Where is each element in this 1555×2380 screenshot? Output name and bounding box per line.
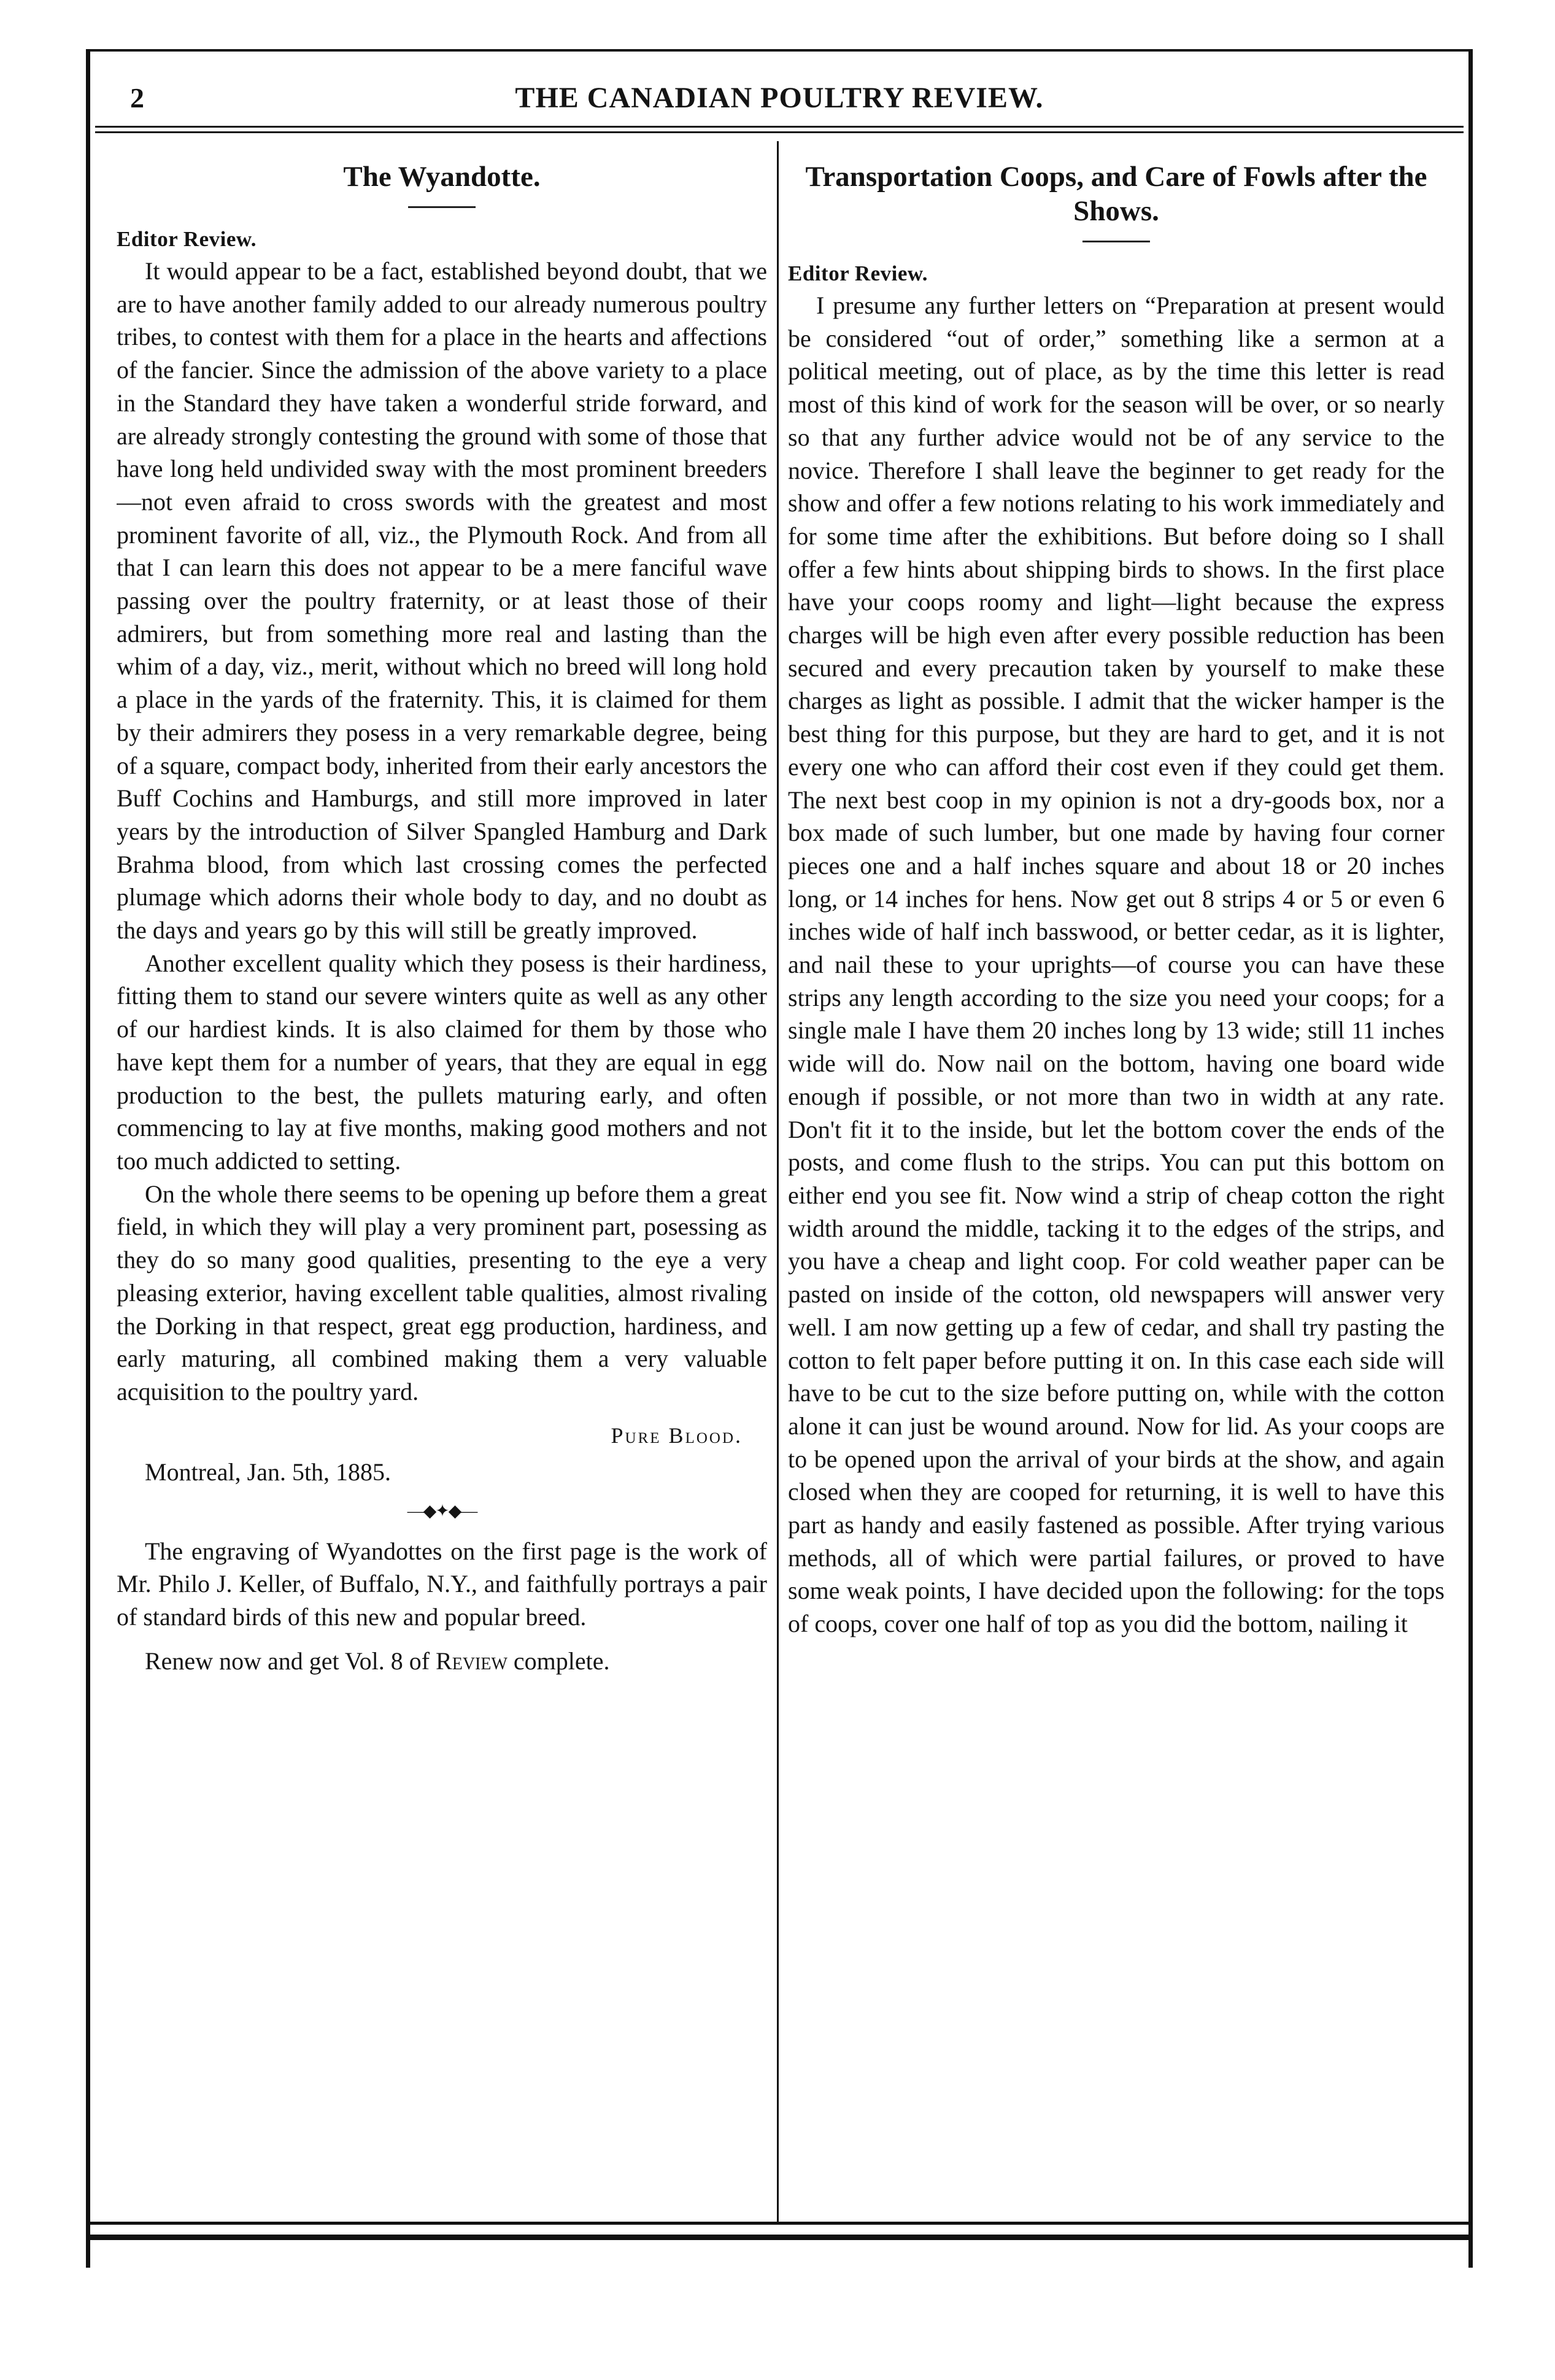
renew-text-end: complete. xyxy=(507,1647,610,1675)
column-divider xyxy=(777,141,779,2222)
header-rule-top xyxy=(95,126,1464,128)
title-rule xyxy=(1082,241,1150,242)
salutation: Editor Review. xyxy=(788,261,928,285)
right-column xyxy=(788,147,1445,2216)
paragraph: I presume any further letters on “Preparation at present would be considered “out of order,” something like a sermon at a political meeting, out of place, as by the time this letter is read most of this kind of work for the season will be over, or so nearly so that any further advice would not be of any service to the novice. Therefore I shall leave the beginner to get ready for the show and offer a few notions relating to his work immediately and for some time after the exhibitions. But before doing so I shall offer a few hints about shipping birds to shows. In the first place have your coops roomy and light—light because the express charges will be high even after every possible reduction has been secured and every precaution taken by yourself to make these charges as light as possible. I admit that the wicker hamper is the best thing for this purpose, but they are hard to get, and it is not every one who can afford their cost even if they could get them. The next best coop in my opinion is not a dry-goods box, nor a box made of such lumber, but one made by having four corner pieces one and a half inches square and about 18 or 20 inches long, or 14 inches for hens. Now get out 8 strips 4 or 5 or even 6 inches wide of half inch basswood, or better cedar, as it is lighter, and nail these to your uprights—of course you can have these strips any length according to the size you need your coops; for a single male I have them 20 inches long by 13 wide; still 11 inches wide will do. Now nail on the bottom, having one board wide enough if possible, or not more than two in width at any rate. Don't fit it to the inside, but let the bottom cover the ends of the posts, and come flush to the strips. You can put this bottom on either end you see fit. Now wind a strip of cheap cotton the right width around the middle, tacking it to the edges of the strips, and you have a cheap and light coop. For cold weather paper can be pasted on inside of the cotton, old newspapers will answer very well. I am now getting up a few of cedar, and shall try pasting the cotton to felt paper before putting it on. In this case each side will have to be cut to the size before putting on, while with the cotton alone it can just be wound around. Now for lid. As your coops are to be opened upon the arrival of your birds at the show, and again closed when they are cooped for returning, it is well to have this part as handy and easily fastened as possible. After trying various methods, all of which were partial failures, or proved to have some weak points, I have decided upon the following: for the tops of coops, cover one half of top as you did the bottom, nailing it xyxy=(788,292,1445,1638)
running-head: THE CANADIAN POULTRY REVIEW. xyxy=(515,82,1044,114)
left-column xyxy=(117,147,767,2216)
paragraph: It would appear to be a fact, established beyond doubt, that we are to have another family added to our already numerous poultry tribes, to contest with them for a place in the hearts and affections of the fancier. Since the admission of the above variety to a place in the Standard they have taken a wonderful stride forward, and are already strongly contesting the ground with some of those that have long held undivided sway with the most prominent breeders—not even afraid to cross swords with the greatest and most prominent favorite of all, viz., the Plymouth Rock. And from all that I can learn this does not appear to be a mere fanciful wave passing over the poultry fraternity, or at least those of their admirers, but from something more real and lasting than the whim of a day, viz., merit, without which no breed will long hold a place in the yards of the fraternity. This, it is claimed for them by their admirers they posess in a very remarkable degree, being of a square, compact body, inherited from their early ancestors the Buff Cochins and Hamburgs, and still more improved in later years by the introduction of Silver Spangled Hamburg and Dark Brahma blood, from which last crossing comes the perfected plumage which adorns their whole body to day, and no doubt as the days and years go by this will still be greatly improved. xyxy=(117,257,767,945)
bottom-border-rule xyxy=(86,2222,1473,2240)
renew-notice xyxy=(117,1645,767,1678)
header-rule-bottom xyxy=(95,131,1464,133)
signature: Pure Blood. xyxy=(611,1423,743,1448)
review-name: Review xyxy=(436,1647,507,1675)
salutation: Editor Review. xyxy=(117,227,257,251)
ornament-divider: —◆✦◆— xyxy=(407,1501,477,1521)
dateline: Montreal, Jan. 5th, 1885. xyxy=(145,1458,392,1486)
paragraph: On the whole there seems to be opening up before them a great field, in which they will play a very prominent part, posessing as they do so many good qualities, presenting to the eye a very pleasing exterior, having excellent table qualities, almost rivaling the Dorking in that respect, great egg production, hardiness, and early maturing, all combined making them a very valuable acquisition to the poultry yard. xyxy=(117,1180,767,1405)
article-title-wyandotte: The Wyandotte. xyxy=(343,161,541,193)
paragraph: The engraving of Wyandottes on the first page is the work of Mr. Philo J. Keller, of Buffalo, N.Y., and faithfully portrays a pair of standard birds of this new and popular breed. xyxy=(117,1537,767,1631)
article-title-transportation-coops: Transportation Coops, and Care of Fowls after the Shows. xyxy=(805,161,1427,227)
renew-text: Renew now and get Vol. 8 of xyxy=(145,1647,436,1675)
page-number: 2 xyxy=(130,82,144,114)
title-rule xyxy=(408,206,476,208)
paragraph: Another excellent quality which they posess is their hardiness, fitting them to stand our severe winters quite as well as any other of our hardiest kinds. It is also claimed for them by those who have kept them for a number of years, that they are equal in egg production to the best, the pullets maturing early, and often commencing to lay at five months, making good mothers and not too much addicted to setting. xyxy=(117,949,767,1175)
